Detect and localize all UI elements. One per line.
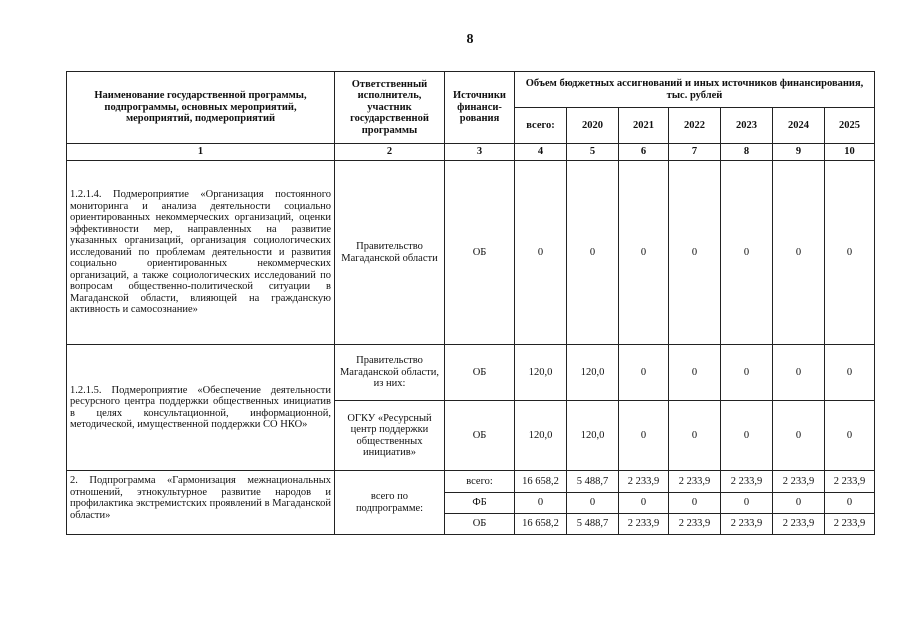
row-source: всего: xyxy=(445,471,515,493)
row-source: ОБ xyxy=(445,514,515,535)
value-cell: 0 xyxy=(825,345,875,401)
value-cell: 0 xyxy=(773,345,825,401)
column-number: 3 xyxy=(445,144,515,161)
header-source: Источники финанси-рования xyxy=(445,72,515,144)
header-executor: Ответственный исполнитель, участник государственной программы xyxy=(335,72,445,144)
value-cell: 2 233,9 xyxy=(825,514,875,535)
value-cell: 0 xyxy=(515,161,567,345)
value-cell: 120,0 xyxy=(515,401,567,471)
value-cell: 0 xyxy=(825,493,875,514)
value-cell: 0 xyxy=(773,401,825,471)
header-row xyxy=(67,72,875,108)
value-cell: 0 xyxy=(721,161,773,345)
value-cell: 0 xyxy=(825,401,875,471)
value-cell: 2 233,9 xyxy=(721,514,773,535)
row-name: 1.2.1.4. Подмероприятие «Организация постоянного мониторинга и анализа деятельности социально ориентированных некоммерческих организаций, оценки эффективности мер, направленных на развитие указанных организаций, организация социологических исследований по проблемам деятельности и развития социально ориентированных некоммерческих организаций, а также социологических исследований по вопросам общественно-политической ситуации в Магаданской области, влияющей на гражданскую активность и самосознание» xyxy=(67,161,335,345)
header-year: 2025 xyxy=(825,108,875,144)
value-cell: 16 658,2 xyxy=(515,514,567,535)
value-cell: 0 xyxy=(567,161,619,345)
page-number: 8 xyxy=(466,32,474,47)
value-cell: 0 xyxy=(619,401,669,471)
table-row xyxy=(67,345,875,401)
value-cell: 0 xyxy=(773,493,825,514)
value-cell: 0 xyxy=(825,161,875,345)
value-cell: 0 xyxy=(773,161,825,345)
column-number: 5 xyxy=(567,144,619,161)
row-executor: всего по подпрограмме: xyxy=(335,471,445,535)
header-year: 2022 xyxy=(669,108,721,144)
value-cell: 0 xyxy=(669,493,721,514)
value-cell: 0 xyxy=(721,345,773,401)
header-year: 2023 xyxy=(721,108,773,144)
value-cell: 0 xyxy=(515,493,567,514)
row-executor: ОГКУ «Ресурсный центр поддержки общественных инициатив» xyxy=(335,401,445,471)
table-row xyxy=(67,471,875,493)
value-cell: 0 xyxy=(721,493,773,514)
row-source: ОБ xyxy=(445,401,515,471)
header-total: всего: xyxy=(515,108,567,144)
value-cell: 120,0 xyxy=(515,345,567,401)
value-cell: 120,0 xyxy=(567,345,619,401)
row-executor: Правительство Магаданской области, из них: xyxy=(335,345,445,401)
value-cell: 0 xyxy=(619,345,669,401)
header-year: 2021 xyxy=(619,108,669,144)
value-cell: 120,0 xyxy=(567,401,619,471)
value-cell: 2 233,9 xyxy=(773,514,825,535)
value-cell: 0 xyxy=(669,161,721,345)
value-cell: 16 658,2 xyxy=(515,471,567,493)
value-cell: 2 233,9 xyxy=(669,514,721,535)
column-number: 2 xyxy=(335,144,445,161)
value-cell: 2 233,9 xyxy=(669,471,721,493)
column-number: 8 xyxy=(721,144,773,161)
column-number: 1 xyxy=(67,144,335,161)
row-source: ФБ xyxy=(445,493,515,514)
column-number: 10 xyxy=(825,144,875,161)
column-number: 4 xyxy=(515,144,567,161)
header-name: Наименование государственной программы, подпрограммы, основных мероприятий, мероприятий, подмероприятий xyxy=(67,72,335,144)
column-numbers-row xyxy=(67,144,875,161)
header-volume: Объем бюджетных ассигнований и иных источников финансирования, тыс. рублей xyxy=(515,72,875,108)
value-cell: 0 xyxy=(567,493,619,514)
row-name: 1.2.1.5. Подмероприятие «Обеспечение деятельности ресурсного центра поддержки общественных инициатив в целях консультационной, информационной, методической, имущественной поддержки СО НКО» xyxy=(67,345,335,471)
value-cell: 0 xyxy=(619,161,669,345)
value-cell: 0 xyxy=(721,401,773,471)
header-year: 2020 xyxy=(567,108,619,144)
value-cell: 5 488,7 xyxy=(567,514,619,535)
row-source: ОБ xyxy=(445,345,515,401)
row-source: ОБ xyxy=(445,161,515,345)
value-cell: 2 233,9 xyxy=(773,471,825,493)
value-cell: 0 xyxy=(669,401,721,471)
value-cell: 2 233,9 xyxy=(721,471,773,493)
column-number: 9 xyxy=(773,144,825,161)
column-number: 6 xyxy=(619,144,669,161)
row-name: 2. Подпрограмма «Гармонизация межнациональных отношений, этнокультурное развитие народов и профилактика экстремистских проявлений в Магаданской области» xyxy=(67,471,335,535)
header-year: 2024 xyxy=(773,108,825,144)
value-cell: 5 488,7 xyxy=(567,471,619,493)
value-cell: 0 xyxy=(619,493,669,514)
row-executor: Правительство Магаданской области xyxy=(335,161,445,345)
column-number: 7 xyxy=(669,144,721,161)
value-cell: 2 233,9 xyxy=(825,471,875,493)
budget-table xyxy=(66,71,875,535)
value-cell: 2 233,9 xyxy=(619,514,669,535)
value-cell: 0 xyxy=(669,345,721,401)
value-cell: 2 233,9 xyxy=(619,471,669,493)
table-row xyxy=(67,161,875,345)
